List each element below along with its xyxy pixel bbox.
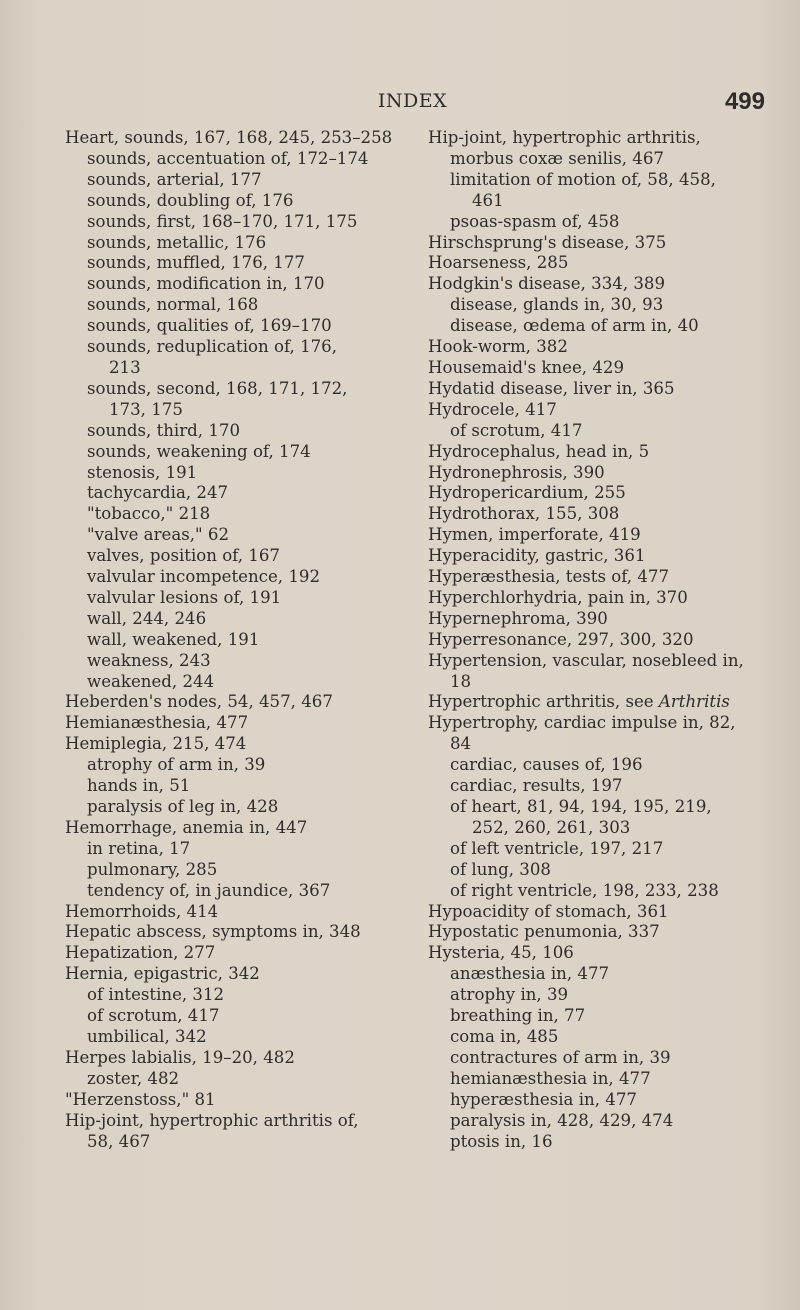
index-entry [65, 421, 415, 442]
index-entry [65, 922, 415, 943]
index-entry-text: sounds, normal, 168 [87, 295, 259, 315]
index-entry [65, 337, 415, 358]
index-entry-text: Hepatic abscess, symptoms in, 348 [65, 922, 361, 942]
index-entry [65, 797, 415, 818]
index-entry [428, 964, 768, 985]
index-entry [428, 860, 768, 881]
index-entry [65, 379, 415, 400]
index-entry-text: Hernia, epigastric, 342 [65, 964, 260, 984]
index-entry [65, 1090, 415, 1111]
index-entry [65, 525, 415, 546]
index-entry [65, 274, 415, 295]
index-entry-text: psoas-spasm of, 458 [450, 211, 620, 231]
index-entry-text: sounds, qualities of, 169–170 [87, 316, 332, 336]
index-entry-text: of scrotum, 417 [450, 420, 583, 440]
index-entry [65, 985, 415, 1006]
index-entry [428, 253, 768, 274]
index-entry [65, 1027, 415, 1048]
index-entry-text: Heberden's nodes, 54, 457, 467 [65, 692, 333, 712]
index-entry-text: sounds, metallic, 176 [87, 232, 267, 252]
index-entry [428, 379, 768, 400]
index-entry-cross-reference: Arthritis [658, 692, 730, 712]
index-entry-text: of left ventricle, 197, 217 [450, 838, 664, 858]
index-entry [428, 672, 768, 693]
index-entry-text: limitation of motion of, 58, 458, [450, 169, 716, 189]
index-entry [65, 1048, 415, 1069]
index-entry-text: of intestine, 312 [87, 985, 225, 1005]
index-entry-text: sounds, second, 168, 171, 172, [87, 378, 348, 398]
index-entry [65, 839, 415, 860]
index-entry [65, 567, 415, 588]
index-entry [428, 776, 768, 797]
index-entry [65, 128, 415, 149]
index-entry [428, 463, 768, 484]
index-entry [428, 1132, 768, 1153]
page-header [60, 90, 765, 120]
index-entry-text: Hypertension, vascular, nosebleed in, [428, 650, 744, 670]
index-entry-text: wall, 244, 246 [87, 608, 207, 628]
index-entry [65, 463, 415, 484]
index-entry [65, 149, 415, 170]
index-entry-text: Hyperæsthesia, tests of, 477 [428, 567, 669, 587]
index-entry [65, 358, 415, 379]
index-entry-text: of heart, 81, 94, 194, 195, 219, [450, 797, 712, 816]
index-entry [65, 233, 415, 254]
index-entry-text: "Herzenstoss," 81 [65, 1089, 216, 1109]
index-entry-text: sounds, arterial, 177 [87, 169, 262, 189]
index-entry-text: "valve areas," 62 [87, 525, 230, 545]
index-entry [65, 776, 415, 797]
index-entry-text: Hemiplegia, 215, 474 [65, 734, 247, 754]
index-entry [65, 1132, 415, 1153]
index-entry-text: cardiac, results, 197 [450, 776, 623, 796]
index-entry-text: atrophy in, 39 [450, 985, 569, 1005]
index-entry-text: Hypertrophy, cardiac impulse in, 82, [428, 713, 736, 733]
index-entry-text: Herpes labialis, 19–20, 482 [65, 1047, 295, 1067]
page-number: 499 [724, 88, 765, 115]
index-entry-text: hemianæsthesia in, 477 [450, 1068, 651, 1088]
index-entry-text: valvular lesions of, 191 [87, 587, 282, 607]
index-entry [428, 1090, 768, 1111]
index-entry-text: of lung, 308 [450, 859, 551, 879]
index-entry [65, 1111, 415, 1132]
index-entry-text: valves, position of, 167 [87, 546, 280, 566]
index-entry [428, 922, 768, 943]
index-entry [428, 337, 768, 358]
index-entry-text: of right ventricle, 198, 233, 238 [450, 880, 719, 900]
index-entry-text: of scrotum, 417 [87, 1006, 220, 1026]
index-entry [65, 588, 415, 609]
index-entry-text: wall, weakened, 191 [87, 629, 260, 649]
index-entry [428, 483, 768, 504]
index-entry [428, 755, 768, 776]
index-entry [65, 902, 415, 923]
index-entry [428, 546, 768, 567]
index-entry-text: ptosis in, 16 [450, 1131, 553, 1151]
index-entry [65, 755, 415, 776]
running-head: INDEX [377, 90, 448, 112]
index-entry-text: 213 [109, 357, 141, 377]
index-entry [428, 734, 768, 755]
index-entry-text: atrophy of arm in, 39 [87, 755, 266, 775]
index-entry-text: 84 [450, 734, 472, 754]
index-entry-text: Hyperacidity, gastric, 361 [428, 546, 646, 566]
index-entry-text: in retina, 17 [87, 838, 191, 858]
index-entry-text: Hip-joint, hypertrophic arthritis of, [65, 1110, 359, 1130]
index-entry [428, 504, 768, 525]
index-entry [428, 692, 768, 713]
index-entry-text: Hepatization, 277 [65, 943, 216, 963]
index-entry-text: sounds, modification in, 170 [87, 274, 325, 294]
index-entry [428, 295, 768, 316]
index-entry [428, 985, 768, 1006]
index-column-right [428, 128, 768, 1152]
index-entry [428, 316, 768, 337]
index-entry [428, 713, 768, 734]
index-entry [65, 1006, 415, 1027]
index-entry [428, 797, 768, 818]
index-entry [428, 421, 768, 442]
index-entry-text: sounds, weakening of, 174 [87, 441, 311, 461]
index-entry [428, 400, 768, 421]
index-entry-text: Hydrocephalus, head in, 5 [428, 441, 650, 461]
index-entry-text: stenosis, 191 [87, 462, 198, 482]
index-entry-text: cardiac, causes of, 196 [450, 755, 643, 775]
index-entry [65, 253, 415, 274]
index-entry [65, 881, 415, 902]
index-entry [428, 1027, 768, 1048]
index-entry-text: Heart, sounds, 167, 168, 245, 253–258 [65, 128, 393, 147]
index-entry [65, 818, 415, 839]
index-entry [65, 943, 415, 964]
index-entry [428, 128, 768, 149]
index-entry-text: hands in, 51 [87, 776, 191, 796]
index-entry-text: Hysteria, 45, 106 [428, 943, 574, 963]
index-entry [428, 818, 768, 839]
index-entry [65, 734, 415, 755]
index-entry [65, 546, 415, 567]
index-entry [65, 170, 415, 191]
index-entry [65, 504, 415, 525]
index-entry-text: sounds, third, 170 [87, 420, 241, 440]
index-entry-text: 58, 467 [87, 1131, 151, 1151]
index-entry [428, 525, 768, 546]
index-entry-text: sounds, accentuation of, 172–174 [87, 148, 369, 168]
index-entry-text: Hydatid disease, liver in, 365 [428, 378, 675, 398]
index-entry-text: Hyperresonance, 297, 300, 320 [428, 629, 694, 649]
index-entry-text: anæsthesia in, 477 [450, 964, 610, 984]
index-entry [65, 672, 415, 693]
index-entry [428, 274, 768, 295]
index-entry-text: Hirschsprung's disease, 375 [428, 232, 667, 252]
index-entry [428, 358, 768, 379]
index-entry-text: paralysis of leg in, 428 [87, 797, 279, 816]
index-entry [428, 839, 768, 860]
index-entry-text: Hypostatic penumonia, 337 [428, 922, 660, 942]
index-entry-text: Housemaid's knee, 429 [428, 357, 624, 377]
index-entry-text: 252, 260, 261, 303 [472, 817, 631, 837]
index-entry-text: Hydrothorax, 155, 308 [428, 504, 620, 524]
index-entry-text: umbilical, 342 [87, 1026, 207, 1046]
index-entry [428, 442, 768, 463]
index-entry-text: Hymen, imperforate, 419 [428, 525, 641, 545]
index-entry [65, 609, 415, 630]
index-entry [65, 964, 415, 985]
index-entry [428, 1048, 768, 1069]
index-entry-text: "tobacco," 218 [87, 504, 211, 524]
index-entry-text: Hemorrhoids, 414 [65, 901, 219, 921]
index-entry-text: Hyperchlorhydria, pain in, 370 [428, 587, 688, 607]
index-entry [428, 651, 768, 672]
index-entry-text: Hypernephroma, 390 [428, 608, 608, 628]
index-entry-text: hyperæsthesia in, 477 [450, 1089, 637, 1109]
index-entry-text: 461 [472, 190, 504, 210]
index-entry-text: zoster, 482 [87, 1068, 180, 1088]
index-entry [428, 567, 768, 588]
index-entry-text: Hydronephrosis, 390 [428, 462, 605, 482]
index-entry-text: disease, œdema of arm in, 40 [450, 316, 699, 336]
index-entry-text: Hodgkin's disease, 334, 389 [428, 274, 666, 294]
index-entry-text: Hemorrhage, anemia in, 447 [65, 817, 308, 837]
index-entry [428, 149, 768, 170]
index-entry [65, 860, 415, 881]
index-entry [428, 588, 768, 609]
index-entry-text: sounds, reduplication of, 176, [87, 337, 338, 357]
index-entry-text: breathing in, 77 [450, 1006, 586, 1026]
index-entry [65, 191, 415, 212]
index-entry-text: 18 [450, 671, 472, 691]
index-column-left [65, 128, 415, 1152]
index-entry [65, 630, 415, 651]
index-entry [428, 881, 768, 902]
index-entry [428, 233, 768, 254]
index-entry-text: disease, glands in, 30, 93 [450, 295, 664, 315]
index-entry-text: Hook-worm, 382 [428, 337, 568, 357]
index-entry-text: 173, 175 [109, 399, 183, 419]
index-entry [65, 316, 415, 337]
index-entry-text: contractures of arm in, 39 [450, 1047, 671, 1067]
index-entry-text: morbus coxæ senilis, 467 [450, 148, 664, 168]
index-entry-text: sounds, muffled, 176, 177 [87, 253, 305, 273]
index-entry-text: paralysis in, 428, 429, 474 [450, 1110, 674, 1130]
index-entry [428, 212, 768, 233]
index-entry [428, 1006, 768, 1027]
index-entry [428, 170, 768, 191]
index-entry [65, 212, 415, 233]
index-entry-text: weakened, 244 [87, 671, 215, 691]
index-entry-text: sounds, first, 168–170, 171, 175 [87, 211, 358, 231]
index-entry-text: sounds, doubling of, 176 [87, 190, 294, 210]
index-entry [428, 191, 768, 212]
index-entry-text: Hydropericardium, 255 [428, 483, 626, 503]
index-entry [65, 713, 415, 734]
index-entry-text: Hemianæsthesia, 477 [65, 713, 249, 733]
index-entry-text: Hip-joint, hypertrophic arthritis, [428, 128, 701, 147]
index-entry [428, 1069, 768, 1090]
index-entry [65, 651, 415, 672]
index-entry-text: Hoarseness, 285 [428, 253, 569, 273]
index-entry [65, 442, 415, 463]
index-entry [428, 902, 768, 923]
index-entry [65, 400, 415, 421]
index-entry-text: tachycardia, 247 [87, 483, 229, 503]
index-entry-text: tendency of, in jaundice, 367 [87, 880, 331, 900]
index-entry [65, 295, 415, 316]
index-entry [65, 483, 415, 504]
index-entry [428, 1111, 768, 1132]
index-entry [428, 943, 768, 964]
index-entry-text: valvular incompetence, 192 [87, 567, 321, 587]
index-entry [65, 1069, 415, 1090]
index-entry-text: coma in, 485 [450, 1026, 559, 1046]
index-entry-text: Hypertrophic arthritis, see [428, 692, 659, 712]
index-entry [428, 630, 768, 651]
index-entry-text: Hypoacidity of stomach, 361 [428, 901, 669, 921]
index-entry [428, 609, 768, 630]
index-entry-text: pulmonary, 285 [87, 859, 218, 879]
index-entry-text: weakness, 243 [87, 650, 211, 670]
index-entry-text: Hydrocele, 417 [428, 399, 557, 419]
index-entry [65, 692, 415, 713]
